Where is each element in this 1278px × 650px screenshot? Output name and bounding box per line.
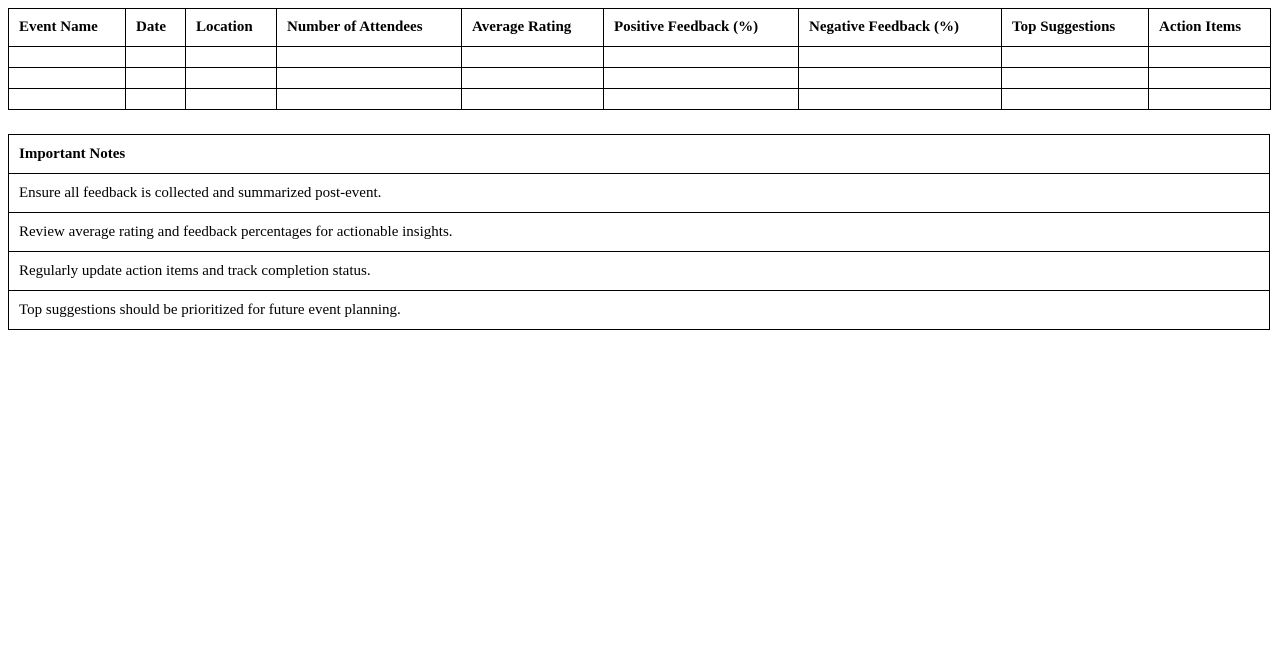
header-negative-feedback: Negative Feedback (%): [799, 9, 1002, 47]
table-cell[interactable]: [1002, 47, 1149, 68]
table-cell[interactable]: [799, 89, 1002, 110]
notes-header-row: [9, 135, 1270, 174]
table-cell[interactable]: [277, 89, 462, 110]
table-cell[interactable]: [462, 89, 604, 110]
table-header-row: [9, 9, 1271, 47]
list-item: [9, 213, 1270, 252]
note-text: Review average rating and feedback percentages for actionable insights.: [9, 213, 1270, 252]
table-cell[interactable]: [604, 47, 799, 68]
table-cell[interactable]: [1149, 68, 1271, 89]
important-notes-table: [8, 134, 1270, 330]
header-action-items: Action Items: [1149, 9, 1271, 47]
header-location: Location: [186, 9, 277, 47]
event-feedback-table: [8, 8, 1271, 110]
table-cell[interactable]: [186, 47, 277, 68]
table-cell[interactable]: [462, 68, 604, 89]
header-event-name: Event Name: [9, 9, 126, 47]
list-item: [9, 291, 1270, 330]
table-cell[interactable]: [799, 68, 1002, 89]
table-cell[interactable]: [604, 89, 799, 110]
list-item: [9, 174, 1270, 213]
table-cell[interactable]: [1149, 89, 1271, 110]
table-cell[interactable]: [9, 68, 126, 89]
table-cell[interactable]: [1002, 68, 1149, 89]
table-cell[interactable]: [1149, 47, 1271, 68]
table-cell[interactable]: [126, 47, 186, 68]
table-cell[interactable]: [186, 68, 277, 89]
table-cell[interactable]: [1002, 89, 1149, 110]
header-average-rating: Average Rating: [462, 9, 604, 47]
table-row: [9, 68, 1271, 89]
table-cell[interactable]: [186, 89, 277, 110]
table-cell[interactable]: [126, 89, 186, 110]
table-cell[interactable]: [277, 68, 462, 89]
header-top-suggestions: Top Suggestions: [1002, 9, 1149, 47]
document: [8, 8, 1270, 330]
notes-title: Important Notes: [9, 135, 1270, 174]
table-cell[interactable]: [604, 68, 799, 89]
header-date: Date: [126, 9, 186, 47]
table-cell[interactable]: [799, 47, 1002, 68]
table-row: [9, 89, 1271, 110]
table-cell[interactable]: [9, 47, 126, 68]
note-text: Ensure all feedback is collected and summarized post-event.: [9, 174, 1270, 213]
header-positive-feedback: Positive Feedback (%): [604, 9, 799, 47]
table-cell[interactable]: [277, 47, 462, 68]
list-item: [9, 252, 1270, 291]
note-text: Top suggestions should be prioritized for future event planning.: [9, 291, 1270, 330]
note-text: Regularly update action items and track completion status.: [9, 252, 1270, 291]
table-cell[interactable]: [9, 89, 126, 110]
header-number-of-attendees: Number of Attendees: [277, 9, 462, 47]
table-row: [9, 47, 1271, 68]
table-cell[interactable]: [462, 47, 604, 68]
table-cell[interactable]: [126, 68, 186, 89]
